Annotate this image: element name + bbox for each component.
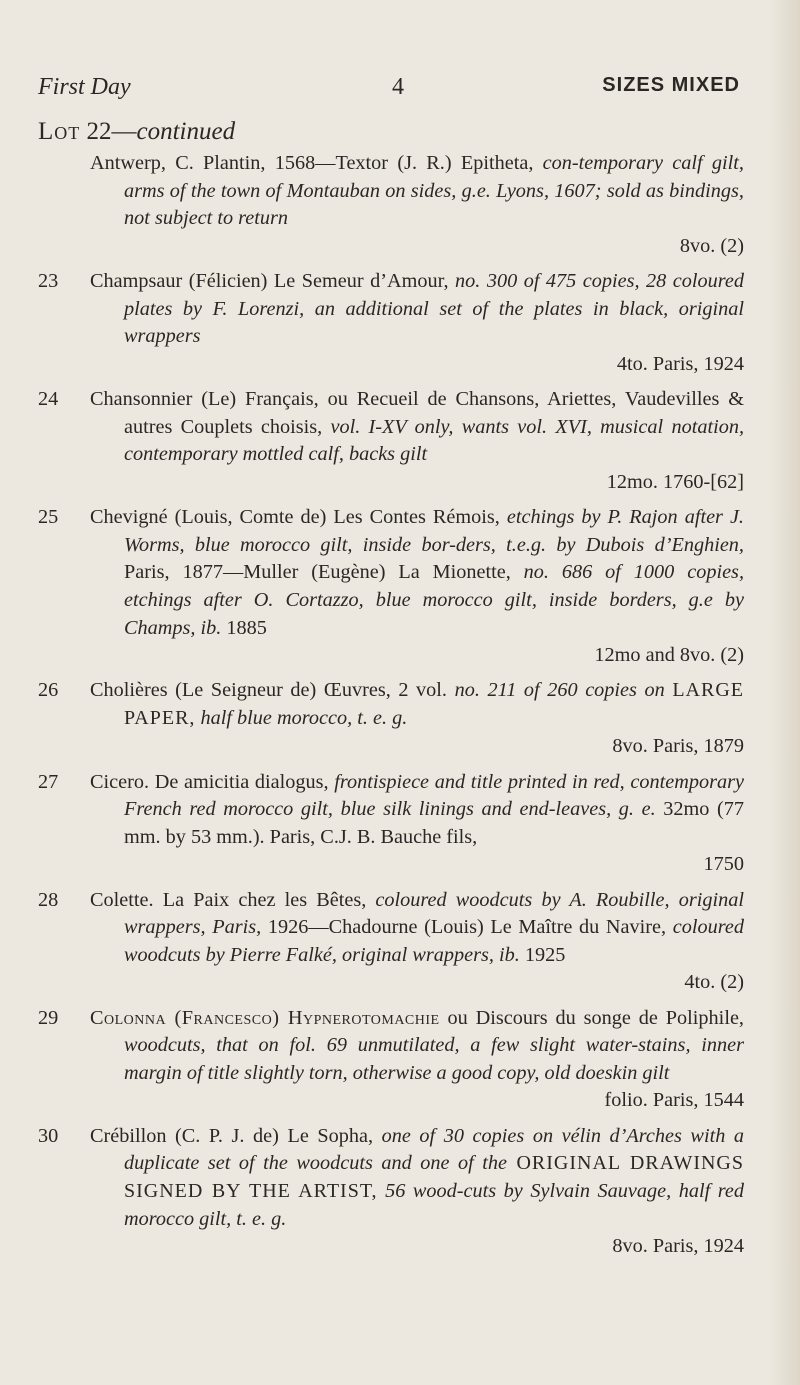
lot-number: 23: [38, 270, 59, 293]
entry-format-date: 8vo. (2): [679, 234, 744, 257]
entry-text-italic: 56 wood-cuts by Sylvain Sauvage, half red morocco gilt, t. e. g.: [124, 1179, 744, 1230]
entry-text-roman: Chevigné (Louis, Comte de) Les Contes Rémois,: [90, 506, 507, 529]
entry-text-roman: Chansonnier (Le) Français, ou Recueil de Chansons, Ariettes, Vaudevilles & autres Couplets choisis,: [90, 388, 744, 438]
lot-entry-30: [38, 1123, 744, 1261]
entry-text-smallcaps: Hypnerotomachie: [279, 1006, 440, 1029]
entry-format-date: folio. Paris, 1544: [604, 1089, 744, 1112]
entry-text-italic: etchings by P. Rajon after J. Worms, blue morocco gilt, inside bor-ders, t.e.g. by Dubois d’Enghien,: [124, 506, 744, 556]
lot-number: 24: [38, 388, 59, 411]
entry-text-roman: ou Discours du songe de Poliphile,: [439, 1006, 744, 1029]
entry-text-roman: Antwerp, C. Plantin, 1568—Textor (J. R.) Epitheta,: [90, 152, 543, 174]
entry-body: [90, 1005, 744, 1115]
entry-text-roman: Paris, 1877—Muller (Eugène) La Mionette,: [124, 561, 524, 584]
entry-text-italic: frontispiece and title printed in red, contemporary French red morocco gilt, blue silk linings and end-leaves, g. e.: [124, 770, 744, 821]
entry-format-date: 1750: [703, 853, 744, 876]
entry-text-italic: one of 30 copies on vélin d’Arches with a duplicate set of the woodcuts and one of the: [124, 1124, 744, 1175]
lot-entry-25: [38, 504, 744, 669]
entry-format-date: 4to. (2): [684, 971, 744, 994]
lot-number: 30: [38, 1124, 59, 1147]
entry-body: [90, 386, 744, 496]
page-number: 4: [392, 74, 404, 100]
entry-body: [90, 504, 744, 669]
entry-body: [90, 150, 744, 260]
lot-number: 27: [38, 770, 59, 793]
entry-body: [90, 769, 744, 879]
lot-heading: Lot 22—continued: [38, 118, 236, 145]
header-day: First Day: [38, 74, 131, 100]
entry-text-italic: coloured woodcuts by Pierre Falké, original wrappers, ib.: [124, 916, 744, 966]
lot-number: 25: [38, 506, 59, 529]
lot-entry-26: [38, 677, 744, 760]
lot-entry-24: [38, 386, 744, 496]
lot-entry-22: [38, 150, 744, 260]
entry-format-date: 8vo. Paris, 1879: [612, 734, 744, 757]
entry-text-smallcaps: Colonna (Francesco): [90, 1006, 280, 1029]
lot-number: 22: [86, 118, 112, 145]
page-header: [38, 74, 740, 104]
entry-text-roman: Colette. La Paix chez les Bêtes,: [90, 888, 376, 911]
entry-text-roman: Crébillon (C. P. J. de) Le Sopha,: [90, 1124, 382, 1147]
entry-text-italic: vol. I-XV only, wants vol. XVI, musical notation, contemporary mottled calf, backs gilt: [124, 415, 745, 466]
entry-text-roman: Cicero. De amicitia dialogus,: [90, 770, 335, 793]
entry-text-italic: no. 211 of 260 copies on: [454, 679, 665, 702]
entry-body: [90, 1123, 744, 1261]
lot-entry-23: [38, 268, 744, 378]
entry-text-roman: Champsaur (Félicien) Le Semeur d’Amour,: [90, 270, 456, 293]
entry-text-italic: woodcuts, that on fol. 69 unmutilated, a few slight water-stains, inner margin of title slightly torn, otherwise a good copy, old doeskin gilt: [124, 1034, 744, 1084]
entry-text-italic: no. 686 of 1000 copies, etchings after O. Cortazzo, blue morocco gilt, inside borders, g.e by Champs, ib.: [124, 561, 745, 639]
entry-text-italic: con-temporary calf gilt, arms of the town of Montauban on sides, g.e. Lyons, 1607; sold as bindings, not subject to return: [124, 152, 744, 230]
lot-entry-29: [38, 1005, 744, 1115]
lot-number: 28: [38, 888, 59, 911]
entry-text-italic: coloured woodcuts by A. Roubille, original wrappers, Paris,: [124, 888, 744, 939]
lot-word: Lot: [38, 118, 81, 145]
entry-body: [90, 887, 744, 997]
entry-format-date: 4to. Paris, 1924: [616, 352, 744, 375]
lot-number: 29: [38, 1006, 59, 1029]
entry-text-italic: half blue morocco, t. e. g.: [200, 706, 408, 729]
entry-format-date: 12mo and 8vo. (2): [594, 644, 744, 667]
entry-text-caps: ORIGINAL DRAWINGS SIGNED BY THE ARTIST,: [124, 1152, 744, 1202]
entry-text-caps: LARGE PAPER,: [124, 679, 744, 729]
entry-body: [90, 268, 744, 378]
lot-number: 26: [38, 679, 59, 702]
lot-entry-28: [38, 887, 744, 997]
entry-text-roman: 1926—Chadourne (Louis) Le Maître du Navire,: [261, 916, 673, 939]
page-edge-shadow: [770, 0, 800, 1385]
entry-format-date: 8vo. Paris, 1924: [612, 1235, 744, 1258]
entry-text-italic: no. 300 of 475 copies, 28 coloured plates by F. Lorenzi, an additional set of the plates in black, original wrappers: [124, 270, 744, 348]
header-section: SIZES MIXED: [602, 74, 740, 96]
entry-format-date: 12mo. 1760-[62]: [606, 470, 744, 493]
entry-text-roman: 1885: [221, 616, 267, 639]
lot-continued: continued: [136, 118, 236, 145]
entry-body: [90, 677, 744, 760]
entry-text-roman: 32mo (77 mm. by 53 mm.). Paris, C.J. B. Bauche fils,: [124, 798, 744, 848]
lot-entry-27: [38, 769, 744, 879]
entry-text-roman: 1925: [519, 943, 566, 966]
entry-text-roman: Cholières (Le Seigneur de) Œuvres, 2 vol.: [90, 679, 455, 702]
